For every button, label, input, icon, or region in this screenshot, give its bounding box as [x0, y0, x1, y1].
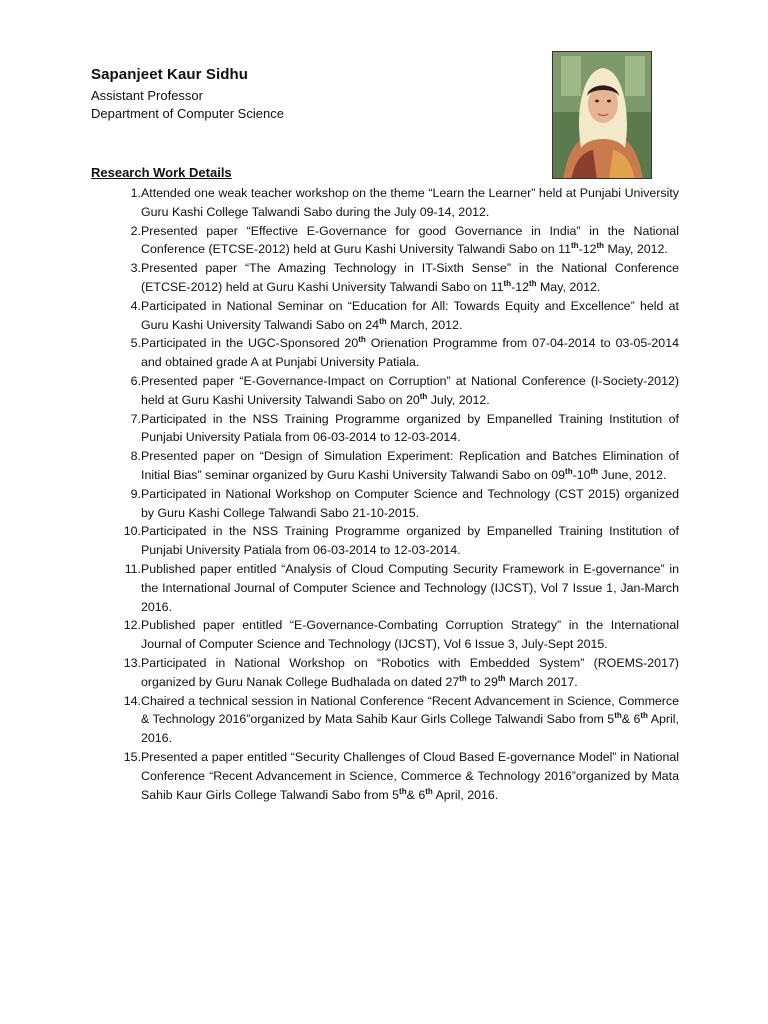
list-item-number: 1. — [130, 186, 141, 200]
list-item — [91, 372, 679, 410]
list-item — [91, 522, 679, 560]
person-name: Sapanjeet Kaur Sidhu — [91, 66, 249, 83]
designation: Assistant Professor — [91, 88, 203, 103]
list-item-number: 7. — [130, 411, 141, 426]
list-item-text: Participated in the NSS Training Programme organized by Empanelled Training Institution of Punjabi University Patiala from 06-03-2014 to 12-03-2014. — [141, 411, 679, 445]
list-item — [91, 692, 679, 748]
list-item-text: Presented paper “Effective E-Governance for good Governance in India” in the National Conference (ETCSE-2012) held at Guru Kashi University Talwandi Sabo on 11th-12th May, 2012. — [141, 223, 679, 257]
list-item-number: 14. — [123, 693, 141, 708]
list-item-number: 10. — [123, 524, 141, 539]
list-item-text: Presented paper on “Design of Simulation Experiment: Replication and Batches Elimination of Initial Bias” seminar organized by Guru Kashi University Talwandi Sabo on 09th-10th June, 2012. — [141, 449, 679, 482]
list-item — [91, 259, 679, 297]
list-item-text: Participated in National Seminar on “Education for All: Towards Equity and Excellence” held at Guru Kashi University Talwandi Sabo on 24th March, 2012. — [141, 298, 679, 332]
list-item — [91, 616, 679, 654]
list-item-text: Participated in the NSS Training Programme organized by Empanelled Training Institution of Punjabi University Patiala from 06-03-2014 to 12-03-2014. — [141, 524, 679, 558]
list-item-text: Participated in National Workshop on “Robotics with Embedded System” (ROEMS-2017) organized by Guru Nanak College Budhalada on dated 27th to 29th March 2017. — [141, 655, 679, 689]
list-item — [91, 334, 679, 372]
list-item-number: 5. — [130, 336, 141, 351]
list-item — [91, 485, 679, 523]
list-item-number: 13. — [123, 655, 141, 670]
list-item — [91, 297, 679, 335]
list-item — [91, 654, 679, 692]
list-item — [91, 410, 679, 448]
research-list — [91, 184, 679, 804]
list-item-text: Presented paper “E-Governance-Impact on Corruption” at National Conference (I-Society-2012) held at Guru Kashi University Talwandi Sabo on 20th July, 2012. — [141, 373, 679, 407]
list-item-text: Presented paper “The Amazing Technology in IT-Sixth Sense” in the National Conference (ETCSE-2012) held at Guru Kashi University Talwandi Sabo on 11th-12th May, 2012. — [141, 261, 679, 294]
list-item-text: Published paper entitled “Analysis of Cloud Computing Security Framework in E-governance” in the International Journal of Computer Science and Technology (IJCST), Vol 7 Issue 1, Jan-March 2016. — [141, 561, 679, 614]
list-item-number: 3. — [130, 261, 141, 276]
list-item — [91, 222, 679, 260]
list-item — [91, 447, 679, 485]
list-item-number: 6. — [130, 373, 141, 388]
section-title: Research Work Details — [91, 165, 232, 180]
list-item — [91, 560, 679, 616]
list-item — [91, 184, 679, 222]
list-item — [91, 748, 679, 804]
list-item-text: Attended one weak teacher workshop on the theme “Learn the Learner” held at Punjabi University Guru Kashi College Talwandi Sabo during the July 09-14, 2012. — [141, 186, 679, 219]
list-item-text: Published paper entitled “E-Governance-Combating Corruption Strategy” in the International Journal of Computer Science and Technology (IJCST), Vol 6 Issue 3, July-Sept 2015. — [141, 618, 679, 652]
department: Department of Computer Science — [91, 106, 284, 121]
list-item-text: Participated in the UGC-Sponsored 20th Orienation Programme from 07-04-2014 to 03-05-2014 and obtained grade A at Punjabi University Patiala. — [141, 335, 679, 370]
list-item-number: 11. — [124, 561, 141, 576]
list-item-number: 9. — [130, 486, 141, 501]
list-item-number: 8. — [130, 449, 141, 464]
list-item-number: 2. — [130, 223, 141, 238]
list-item-text: Participated in National Workshop on Computer Science and Technology (CST 2015) organized by Guru Kashi College Talwandi Sabo 21-10-2015. — [141, 486, 679, 520]
list-item-number: 15. — [123, 749, 141, 764]
list-item-text: Chaired a technical session in National Conference “Recent Advancement in Science, Commerce & Technology 2016”organized by Mata Sahib Kaur Girls College Talwandi Sabo from 5th& 6th April, 2016. — [141, 693, 679, 746]
profile-photo — [552, 51, 652, 179]
list-item-number: 4. — [130, 298, 141, 313]
list-item-text: Presented a paper entitled “Security Challenges of Cloud Based E-governance Model” in National Conference “Recent Advancement in Science, Commerce & Technology 2016”organized by Mata Sahib Kaur Girls College Talwandi Sabo from 5th& 6th April, 2016. — [141, 749, 679, 802]
list-item-number: 12. — [123, 618, 141, 633]
